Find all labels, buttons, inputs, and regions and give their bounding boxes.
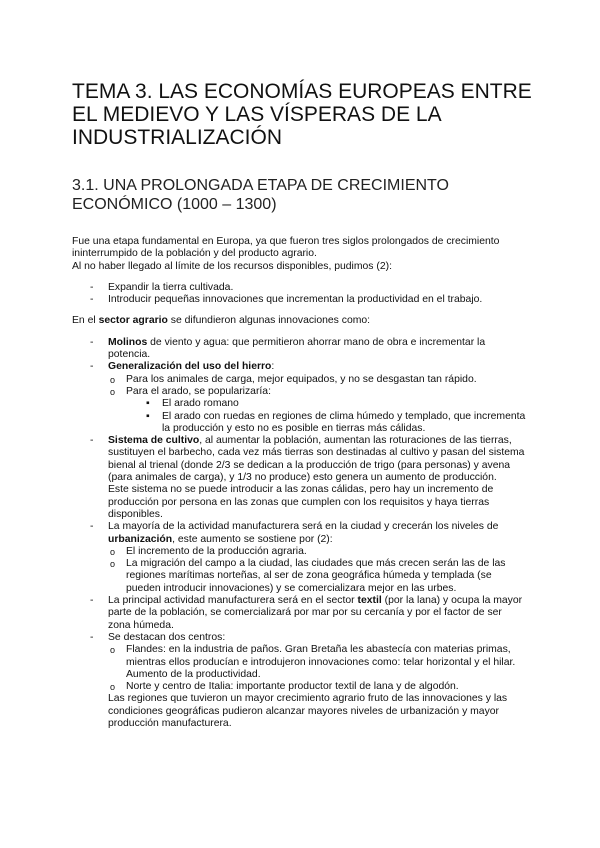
manufactura-sublist: [108, 546, 527, 595]
list-item-molinos: - Molinos de viento y agua: que permitieron ahorrar mano de obra e incrementar la potencia.: [90, 336, 486, 361]
arado-sublist: [126, 398, 527, 435]
sublist-item: o Norte y centro de Italia: importante productor textil de lana y de algodón.: [110, 681, 459, 693]
intro-paragraph: Fue una etapa fundamental en Europa, ya que fueron tres siglos prolongados de crecimiento ininterrumpido de la población y del producto agrario.: [72, 236, 500, 260]
section-heading: 3.1. UNA PROLONGADA ETAPA DE CRECIMIENTO ECONÓMICO (1000 – 1300): [72, 177, 449, 213]
list-item-cultivo: - Sistema de cultivo, al aumentar la población, aumentan las roturaciones de las tierras, sustituyen el barbecho, cada vez más tierras son destinadas al cultivo y pasan del sistema bienal al trienal (donde 2/3 se dedican a la producción de trigo (para personas) y avena (para animales de carga), y 1/3 no produce) esto genera un aumento de producción. Este sistema no se puede introducir a las zonas cálidas, pero hay un incremento de producción por persona en las zonas que cumplen con los requisitos y haya tierras disponibles.: [72, 435, 527, 521]
intro-line: Al no haber llegado al límite de los recursos disponibles, pudimos (2):: [72, 260, 392, 272]
closing-paragraph: Las regiones que tuvieron un mayor crecimiento agrario fruto de las innovaciones y las condiciones geográficas pudieron alcanzar mayores niveles de urbanización y mayor producción manufacturera.: [108, 693, 508, 729]
dash-bullet: -: [90, 281, 94, 293]
document-body: [72, 236, 527, 730]
expansion-list: [72, 282, 527, 307]
list-item-manufactura: - La mayoría de la actividad manufacturera será en la ciudad y crecerán los niveles de urbanización, este aumento se sostiene por (2): o El incremento de la producción agraria. o La migración del campo a la ciudad, las ciudades que más crecen serán las de las regiones marítimas norteñas, al ser de zona geográfica húmeda y templada (se pueden introducir innovaciones) y se comercializara mejor en las urbes.: [72, 521, 527, 595]
sublist-item: o El incremento de la producción agraria.: [110, 545, 307, 557]
list-item: - Introducir pequeñas innovaciones que incrementan la productividad en el trabajo.: [90, 294, 483, 306]
page-title: TEMA 3. LAS ECONOMÍAS EUROPEAS ENTRE EL MEDIEVO Y LAS VÍSPERAS DE LA INDUSTRIALIZACIÓN: [72, 80, 532, 149]
innovations-list: [72, 337, 527, 694]
subsublist-item: ▪ El arado romano: [146, 398, 239, 410]
list-item-hierro: - Generalización del uso del hierro: o Para los animales de carga, mejor equipados, y no se desgastan tan rápido. o Para el arado, se popularizaría: ▪ El arado romano ▪ El arado con ruedas en regiones de clima húmedo y templado, que incrementa la producción y esto no es posible en tierras más cálidas.: [90, 361, 526, 434]
centros-sublist: [108, 644, 527, 693]
dash-bullet: -: [90, 294, 94, 306]
list-item-centros: - Se destacan dos centros: o Flandes: en la industria de paños. Gran Bretaña les abastecía con materias primas, mientras ellos producían e introdujeron innovaciones como: telar horizontal y el hilar. Aumento de la productividad. o Norte y centro de Italia: importante productor textil de lana y de algodón.: [72, 632, 527, 693]
sublist-item: o Flandes: en la industria de paños. Gran Bretaña les abastecía con materias primas, mientras ellos producían e introdujeron innovaciones como: telar horizontal y el hilar. Aumento de la productividad.: [110, 644, 516, 680]
sublist-item: o Para el arado, se popularizaría: ▪ El arado romano ▪ El arado con ruedas en regiones de clima húmedo y templado, que incrementa la producción y esto no es posible en tierras más cálidas.: [110, 385, 526, 434]
hierro-sublist: [108, 374, 527, 435]
subsublist-item: ▪ El arado con ruedas en regiones de clima húmedo y templado, que incrementa la producción y esto no es posible en tierras más cálidas.: [146, 410, 526, 434]
cultivo-extra: Este sistema no se puede introducir a las zonas cálidas, pero hay un incremento de producción por persona en las zonas que cumplen con los requisitos y haya tierras disponibles.: [108, 484, 494, 520]
sublist-item: o La migración del campo a la ciudad, las ciudades que más crecen serán las de las regiones marítimas norteñas, al ser de zona geográfica húmeda y templada (se pueden introducir innovaciones) y se comercializara mejor en las urbes.: [110, 558, 506, 594]
list-item: - Expandir la tierra cultivada.: [90, 281, 234, 293]
agrarian-intro: En el sector agrario se difundieron algunas innovaciones como:: [72, 315, 371, 327]
list-item-textil: - La principal actividad manufacturera será en el sector textil (por la lana) y ocupa la mayor parte de la población, se comercializará por mar por su cercanía y por el factor de ser zona húmeda.: [90, 595, 523, 631]
sublist-item: o Para los animales de carga, mejor equipados, y no se desgastan tan rápido.: [110, 373, 477, 385]
